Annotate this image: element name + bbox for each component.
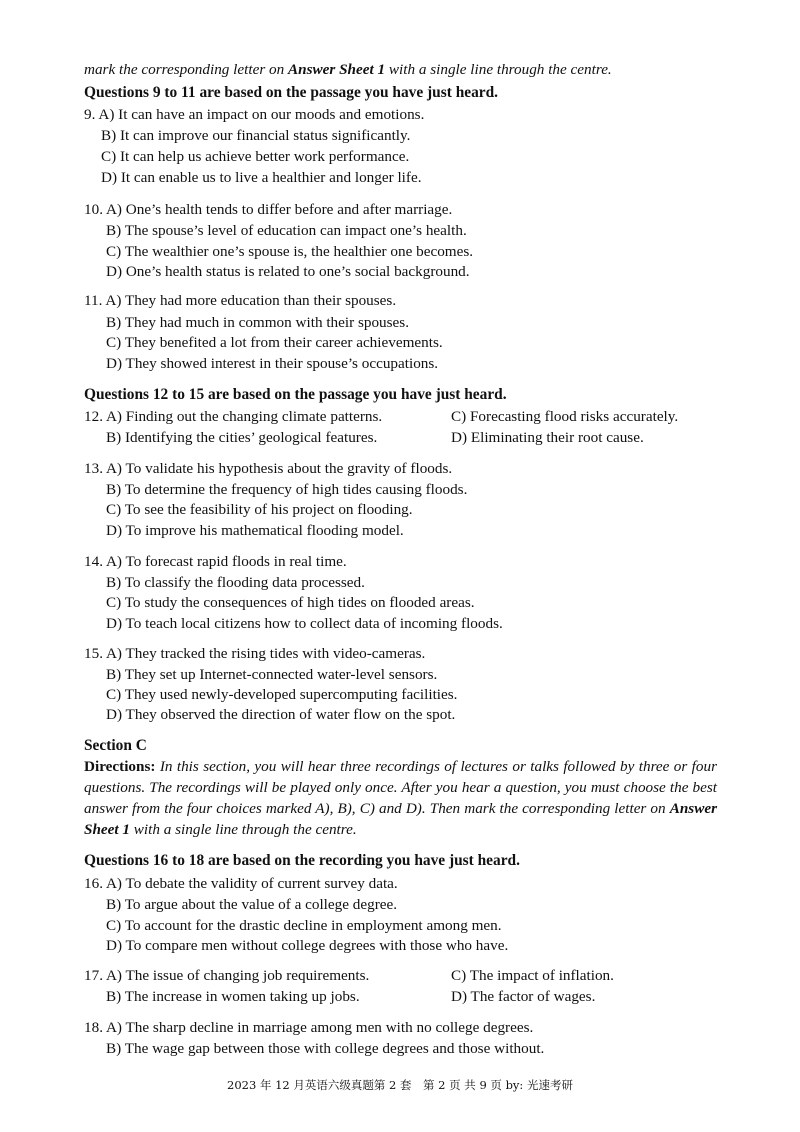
intro-tail: with a single line through the centre. bbox=[388, 61, 612, 78]
option-d: D) They observed the direction of water flow on the spot. bbox=[106, 706, 456, 723]
option-a: A) One’s health tends to differ before and after marriage. bbox=[105, 201, 453, 218]
option-c: C) They used newly-developed supercomputing facilities. bbox=[106, 686, 458, 703]
page-footer: 2023 年 12 月英语六级真题第 2 套 第 2 页 共 9 页 by: 光速考研 bbox=[227, 1078, 573, 1092]
option-b: B) To determine the frequency of high tides causing floods. bbox=[106, 481, 468, 498]
option-c: C) To study the consequences of high tides on flooded areas. bbox=[106, 594, 475, 611]
option-b: B) Identifying the cities’ geological features. bbox=[106, 429, 378, 446]
option-b: B) They set up Internet-connected water-level sensors. bbox=[106, 666, 438, 683]
option-a: A) To forecast rapid floods in real time. bbox=[105, 553, 347, 570]
question-16 bbox=[84, 875, 398, 893]
option-d: D) To improve his mathematical flooding model. bbox=[106, 522, 404, 539]
option-a: A) The sharp decline in marriage among men with no college degrees. bbox=[105, 1019, 534, 1036]
option-d: D) One’s health status is related to one’s social background. bbox=[106, 263, 470, 280]
option-b: B) The spouse’s level of education can impact one’s health. bbox=[106, 222, 467, 239]
question-18 bbox=[84, 1019, 533, 1037]
option-a: A) To validate his hypothesis about the gravity of floods. bbox=[105, 460, 453, 477]
option-d: D) To compare men without college degrees with those who have. bbox=[106, 937, 509, 954]
option-d: D) The factor of wages. bbox=[451, 988, 596, 1005]
option-c: C) Forecasting flood risks accurately. bbox=[451, 408, 679, 425]
option-a: A) Finding out the changing climate patterns. bbox=[105, 408, 383, 425]
intro-line bbox=[84, 61, 612, 79]
group-heading-16-18: Questions 16 to 18 are based on the recording you have just heard. bbox=[84, 852, 520, 869]
directions-text: In this section, you will hear three recordings of lectures or talks followed by three or four questions. The recordings will be played only once. After you hear a question, you must choose the best answer from the four choices marked A), B), C) and D). Then mark the corresponding letter on bbox=[84, 758, 718, 817]
question-14 bbox=[84, 553, 347, 571]
question-number: 12. bbox=[84, 408, 103, 425]
question-15 bbox=[84, 645, 425, 663]
option-a: A) The issue of changing job requirements. bbox=[105, 967, 370, 984]
question-number: 9. bbox=[84, 106, 96, 123]
question-9 bbox=[84, 106, 424, 124]
option-b: B) The increase in women taking up jobs. bbox=[106, 988, 360, 1005]
section-c-heading: Section C bbox=[84, 737, 147, 754]
answer-sheet-label: Answer Sheet 1 bbox=[84, 800, 717, 838]
group-heading-9-11: Questions 9 to 11 are based on the passage you have just heard. bbox=[84, 84, 499, 101]
option-d: D) They showed interest in their spouse’s occupations. bbox=[106, 355, 439, 372]
option-d: D) Eliminating their root cause. bbox=[451, 429, 644, 446]
option-b: B) It can improve our financial status significantly. bbox=[101, 127, 411, 144]
question-11 bbox=[84, 292, 396, 310]
question-17 bbox=[84, 967, 369, 985]
directions-label: Directions: bbox=[84, 758, 156, 775]
option-c: C) To see the feasibility of his project on flooding. bbox=[106, 501, 413, 518]
option-a: A) It can have an impact on our moods and emotions. bbox=[98, 106, 425, 123]
option-d: D) It can enable us to live a healthier and longer life. bbox=[101, 169, 422, 186]
option-a: A) They had more education than their spouses. bbox=[105, 292, 397, 309]
question-number: 17. bbox=[84, 967, 103, 984]
option-b: B) The wage gap between those with college degrees and those without. bbox=[106, 1040, 545, 1057]
option-b: B) To argue about the value of a college degree. bbox=[106, 896, 398, 913]
option-c: C) The wealthier one’s spouse is, the healthier one becomes. bbox=[106, 243, 474, 260]
question-number: 18. bbox=[84, 1019, 103, 1036]
question-number: 16. bbox=[84, 875, 103, 892]
option-b: B) To classify the flooding data processed. bbox=[106, 574, 365, 591]
option-a: A) They tracked the rising tides with video-cameras. bbox=[105, 645, 426, 662]
option-c: C) The impact of inflation. bbox=[451, 967, 614, 984]
question-number: 10. bbox=[84, 201, 103, 218]
question-10 bbox=[84, 201, 452, 219]
directions-paragraph bbox=[84, 756, 717, 840]
option-d: D) To teach local citizens how to collect data of incoming floods. bbox=[106, 615, 503, 632]
option-c: C) They benefited a lot from their career achievements. bbox=[106, 334, 443, 351]
intro-text: mark the corresponding letter on bbox=[84, 61, 285, 78]
group-heading-12-15: Questions 12 to 15 are based on the passage you have just heard. bbox=[84, 386, 507, 403]
answer-sheet-label: Answer Sheet 1 bbox=[288, 61, 386, 78]
question-12 bbox=[84, 408, 382, 426]
question-13 bbox=[84, 460, 452, 478]
option-a: A) To debate the validity of current survey data. bbox=[105, 875, 398, 892]
question-number: 14. bbox=[84, 553, 103, 570]
directions-tail: with a single line through the centre. bbox=[133, 821, 357, 838]
question-number: 15. bbox=[84, 645, 103, 662]
question-number: 11. bbox=[84, 292, 103, 309]
option-b: B) They had much in common with their spouses. bbox=[106, 314, 410, 331]
question-number: 13. bbox=[84, 460, 103, 477]
option-c: C) To account for the drastic decline in employment among men. bbox=[106, 917, 502, 934]
option-c: C) It can help us achieve better work performance. bbox=[101, 148, 410, 165]
